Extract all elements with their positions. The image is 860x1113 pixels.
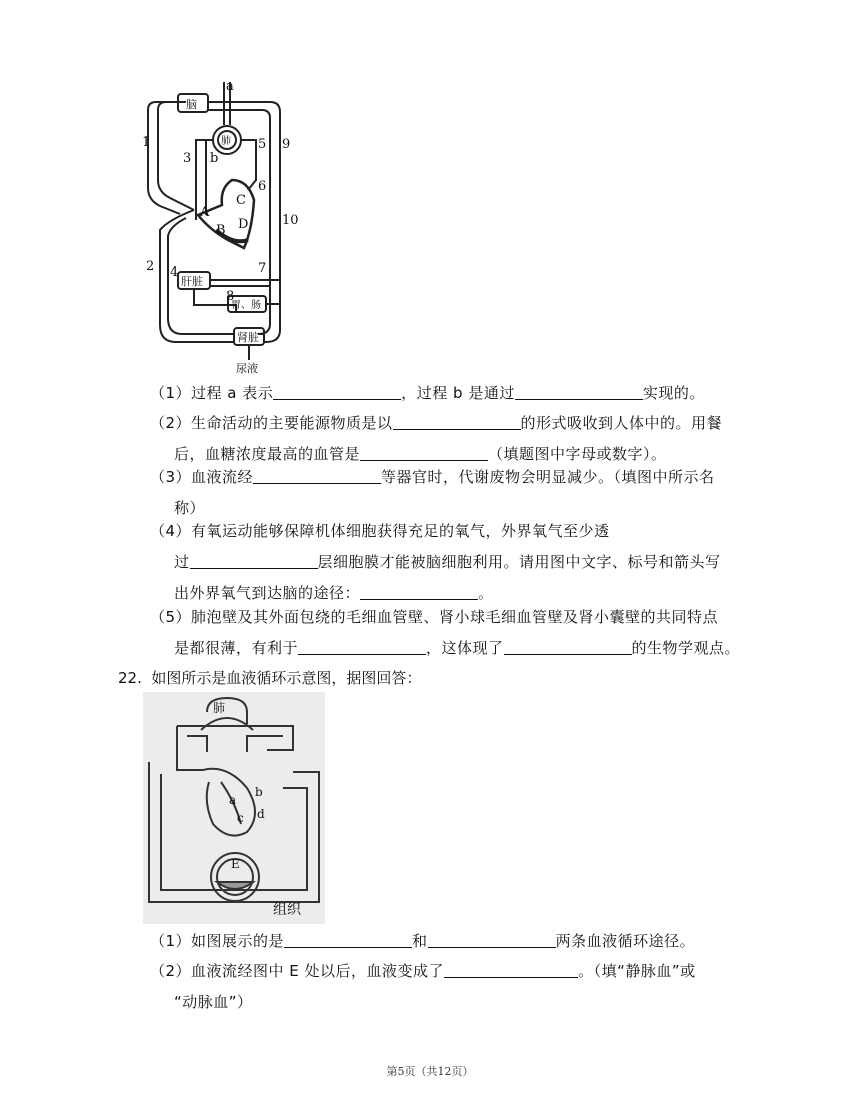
q21-item-4: （4）有氧运动能够保障机体细胞获得充足的氧气，外界氧气至少透 过 层细胞膜才能被脑细胞利用。请用图中文字、标号和箭头写 出外界氧气到达脑的途径： 。 xyxy=(150,522,721,602)
label-c: c xyxy=(237,811,244,825)
label-4: 4 xyxy=(170,265,179,280)
q21-item-5: （5）肺泡壁及其外面包绕的毛细血管壁、肾小球毛细血管壁及肾小囊壁的共同特点 是都很薄，有利于 ，这体现了 的生物学观点。 xyxy=(150,608,741,657)
answer-blank[interactable] xyxy=(284,929,412,948)
label-lung: 肺 xyxy=(213,701,226,715)
answer-blank[interactable] xyxy=(298,636,426,655)
label-intestine: 胃、肠 xyxy=(231,300,261,311)
answer-blank[interactable] xyxy=(393,411,521,430)
label-10: 10 xyxy=(282,213,299,228)
answer-blank[interactable] xyxy=(190,550,318,569)
answer-blank[interactable] xyxy=(360,581,478,600)
label-brain: 脑 xyxy=(186,98,197,111)
q21-item-3: （3）血液流经 等器官时，代谢废物会明显减少。（填图中所示名 称） xyxy=(150,462,770,524)
answer-blank[interactable] xyxy=(444,959,578,978)
label-b: b xyxy=(210,151,219,166)
label-1: 1 xyxy=(142,135,151,150)
label-7: 7 xyxy=(258,261,267,276)
label-d: d xyxy=(257,807,265,821)
answer-blank[interactable] xyxy=(273,381,401,400)
label-5: 5 xyxy=(258,137,267,152)
label-6: 6 xyxy=(258,179,267,194)
label-liver: 肝脏 xyxy=(181,275,203,288)
circulation-diagram-1 xyxy=(138,80,313,380)
label-8: 8 xyxy=(226,289,235,304)
answer-blank[interactable] xyxy=(515,381,643,400)
label-9: 9 xyxy=(282,137,291,152)
label-C: C xyxy=(236,193,246,208)
label-a: a xyxy=(229,793,237,807)
label-urine: 尿液 xyxy=(236,362,258,375)
label-2: 2 xyxy=(146,259,155,274)
label-a: a xyxy=(226,80,234,94)
label-3: 3 xyxy=(183,151,192,166)
answer-blank[interactable] xyxy=(253,465,381,484)
q22-item-2: （2）血液流经图中 E 处以后，血液变成了 。（填“静脉血”或 “动脉血”） xyxy=(150,956,770,1018)
label-D: D xyxy=(238,217,249,232)
answer-blank[interactable] xyxy=(428,929,556,948)
q21-item-2: （2）生命活动的主要能源物质是以 的形式吸收到人体中的。用餐 后，血糖浓度最高的血管是 （填题图中字母或数字）。 xyxy=(150,408,770,470)
label-B: B xyxy=(216,223,226,238)
label-kidney: 肾脏 xyxy=(237,331,259,344)
label-lung: 肺 xyxy=(221,136,231,147)
label-A: A xyxy=(200,205,210,220)
q22-stem: 22. 如图所示是血液循环示意图，据图回答： xyxy=(118,669,422,687)
label-b: b xyxy=(255,785,263,799)
question-number: 22. xyxy=(118,669,142,687)
circulation-diagram-2 xyxy=(143,692,325,924)
label-E: E xyxy=(231,857,240,871)
label-tissue: 组织 xyxy=(273,902,301,918)
answer-blank[interactable] xyxy=(360,442,488,461)
page-footer: 第5页（共12页） xyxy=(386,1065,474,1078)
q22-item-1: （1）如图展示的是 和 两条血液循环途径。 xyxy=(150,926,770,957)
q21-item-1: （1）过程 a 表示 ，过程 b 是通过 实现的。 xyxy=(150,378,770,409)
answer-blank[interactable] xyxy=(504,636,632,655)
